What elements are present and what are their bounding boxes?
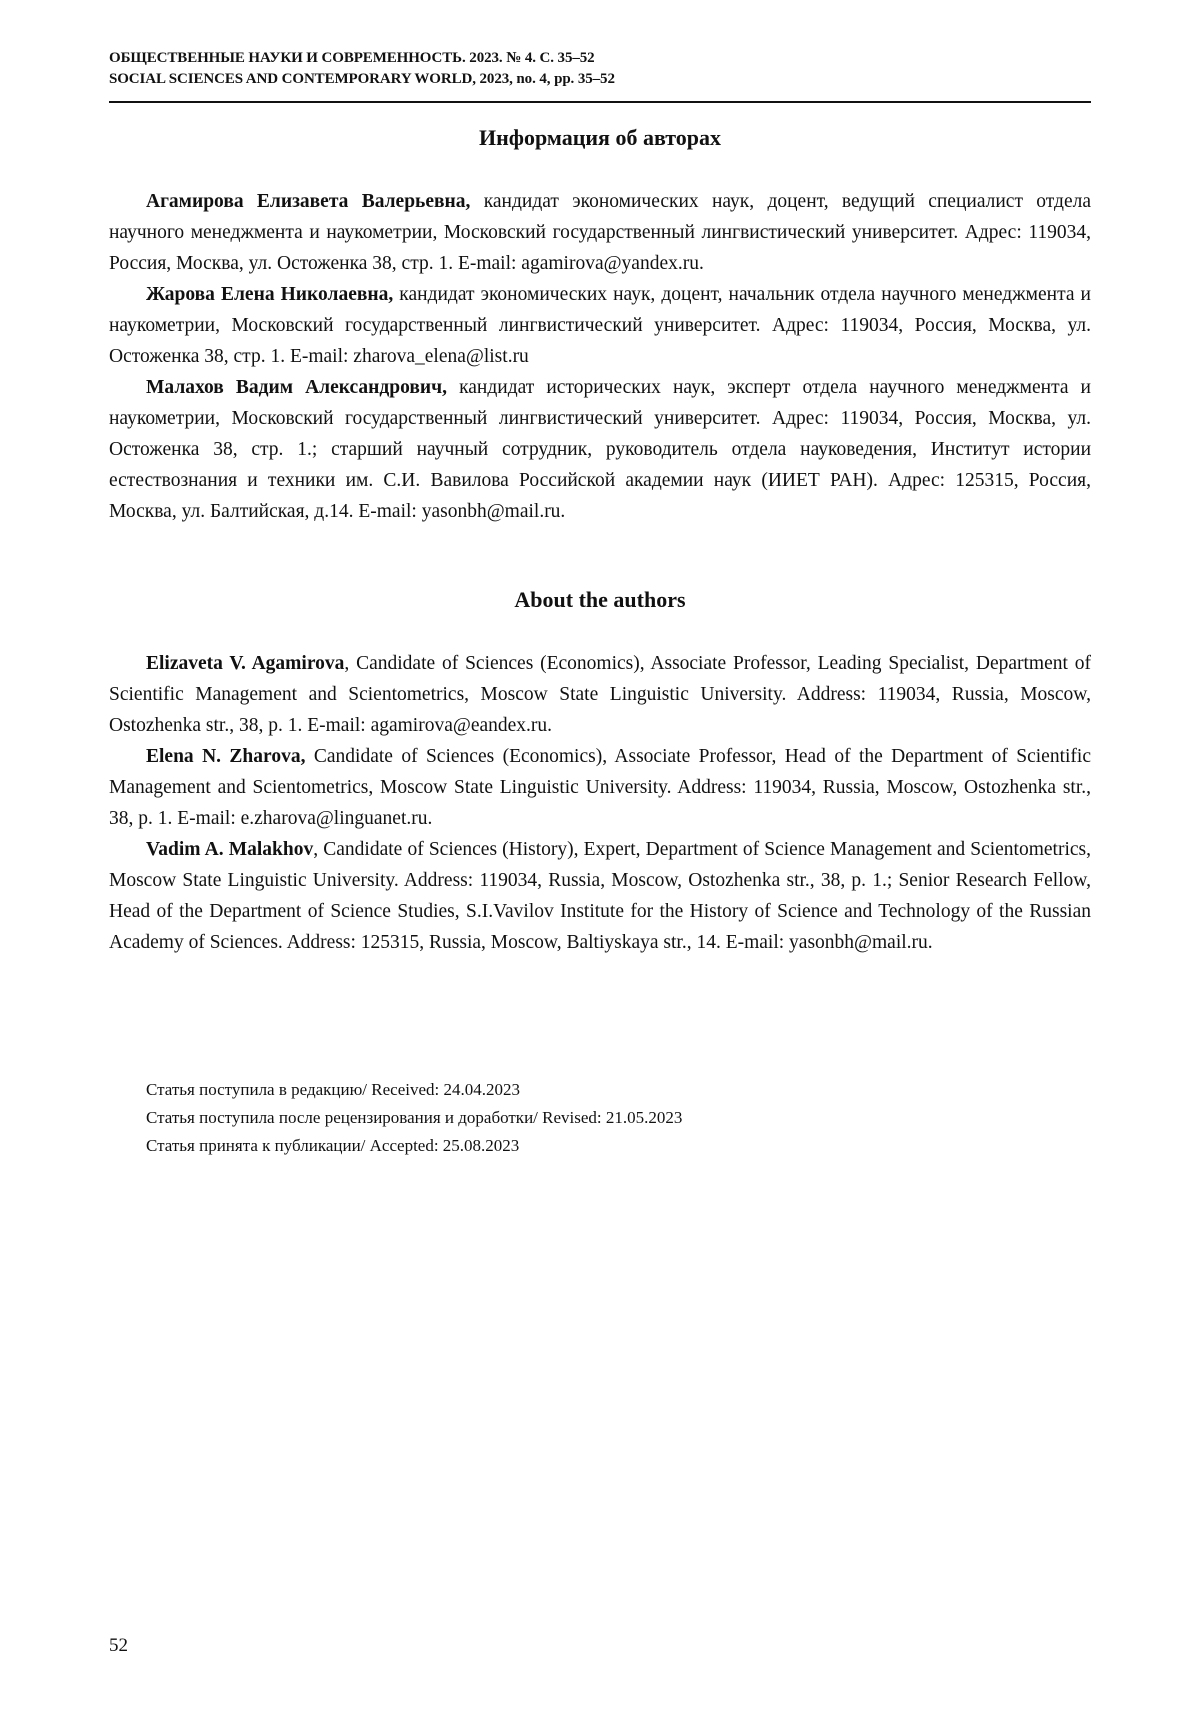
header-rule	[109, 101, 1091, 103]
author-name: Elizaveta V. Agamirova	[146, 653, 345, 674]
author-name: Жарова Елена Николаевна,	[146, 284, 394, 305]
article-dates	[146, 1076, 1046, 1160]
author-paragraph	[109, 741, 1091, 834]
author-paragraph	[109, 834, 1091, 958]
author-details: кандидат экономических наук, доцент, ведущий специалист отдела научного менеджмента и наукометрии, Московский государственный лингвистический университет. Адрес: 119034, Россия, Москва, ул. Остоженка 38, стр. 1. E-mail: agamirova@yandex.ru.	[109, 191, 1091, 274]
author-details: кандидат экономических наук, доцент, начальник отдела научного менеджмента и наукометрии, Московский государственный лингвистический университет. Адрес: 119034, Россия, Москва, ул. Остоженка 38, стр. 1. E-mail: zharova_elena@list.ru	[109, 284, 1091, 367]
authors-ru	[109, 186, 1091, 527]
author-name: Elena N. Zharova,	[146, 746, 306, 767]
author-name: Малахов Вадим Александрович,	[146, 377, 448, 398]
section-title-ru: Информация об авторах	[478, 125, 722, 150]
running-head-ru: ОБЩЕСТВЕННЫЕ НАУКИ И СОВРЕМЕННОСТЬ. 2023. № 4. С. 35–52	[109, 50, 595, 66]
running-head	[109, 48, 1091, 90]
author-details: кандидат исторических наук, эксперт отдела научного менеджмента и наукометрии, Московский государственный лингвистический университет. Адрес: 119034, Россия, Москва, ул. Остоженка 38, стр. 1.; старший научный сотрудник, руководитель отдела науковедения, Институт истории естествознания и техники им. С.И. Вавилова Российской академии наук (ИИЕТ РАН). Адрес: 125315, Россия, Москва, ул. Балтийская, д.14. E-mail: yasonbh@mail.ru.	[109, 377, 1091, 522]
author-paragraph	[109, 279, 1091, 372]
running-head-en: SOCIAL SCIENCES AND CONTEMPORARY WORLD, 2023, no. 4, pp. 35–52	[109, 71, 615, 87]
accepted-date: Статья принята к публикации/ Accepted: 25.08.2023	[146, 1136, 520, 1155]
author-details: Candidate of Sciences (Economics), Associate Professor, Head of the Department of Scientific Management and Scientometrics, Moscow State Linguistic University. Address: 119034, Russia, Moscow, Ostozhenka str., 38, p. 1. E-mail: e.zharova@linguanet.ru.	[109, 746, 1091, 829]
authors-en	[109, 648, 1091, 958]
author-name: Агамирова Елизавета Валерьевна,	[146, 191, 471, 212]
author-details: , Candidate of Sciences (Economics), Associate Professor, Leading Specialist, Department of Scientific Management and Scientometrics, Moscow State Linguistic University. Address: 119034, Russia, Moscow, Ostozhenka str., 38, p. 1. E-mail: agamirova@eandex.ru.	[109, 653, 1091, 736]
author-details: , Candidate of Sciences (History), Expert, Department of Science Management and Scientometrics, Moscow State Linguistic University. Address: 119034, Russia, Moscow, Ostozhenka str., 38, p. 1.; Senior Research Fellow, Head of the Department of Science Studies, S.I.Vavilov Institute for the History of Science and Technology of the Russian Academy of Sciences. Address: 125315, Russia, Moscow, Baltiyskaya str., 14. E-mail: yasonbh@mail.ru.	[109, 839, 1091, 953]
author-paragraph	[109, 372, 1091, 527]
revised-date: Статья поступила после рецензирования и доработки/ Revised: 21.05.2023	[146, 1108, 683, 1127]
page-number: 52	[109, 1635, 128, 1656]
author-paragraph	[109, 186, 1091, 279]
author-name: Vadim A. Malakhov	[146, 839, 314, 860]
author-paragraph	[109, 648, 1091, 741]
received-date: Статья поступила в редакцию/ Received: 24.04.2023	[146, 1080, 520, 1099]
section-title-en: About the authors	[514, 587, 686, 612]
